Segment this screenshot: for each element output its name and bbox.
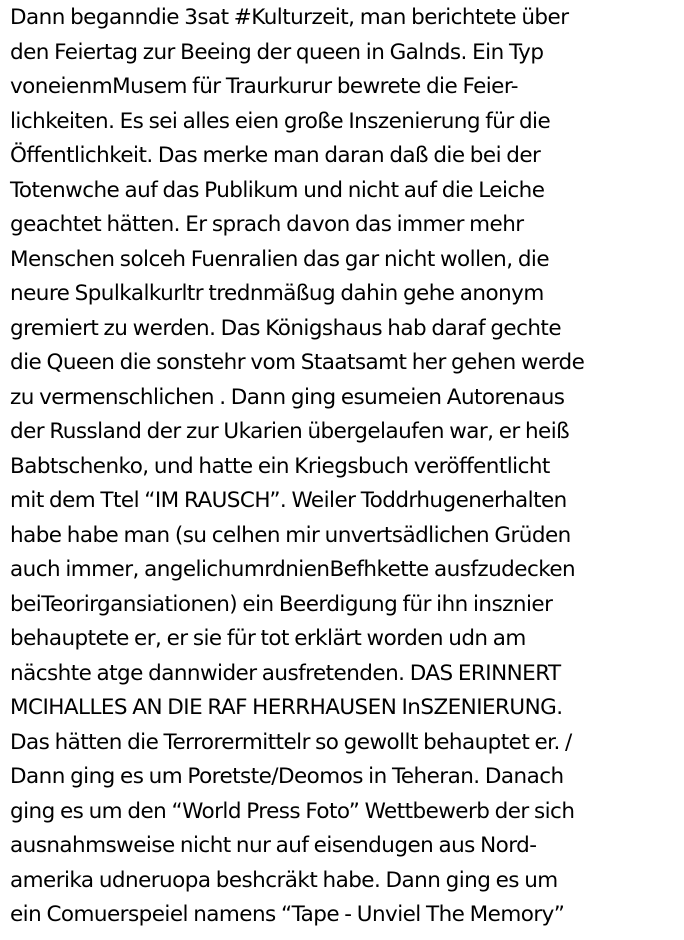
text-line: Dann ging es um Poretste/Deomos in Teheran. Danach [10, 764, 564, 789]
text-line: beiTeorirgansiationen) ein Beerdigung für ihn insznier [10, 591, 553, 617]
text-line: Menschen solceh Fuenralien das gar nicht wollen, die [10, 246, 550, 272]
text-line: voneienmMusem für Traurkurur bewrete die Feier- [10, 74, 518, 99]
text-line: Dann beganndie 3sat #Kulturzeit, man berichtete über [10, 5, 569, 30]
text-line: den Feiertag zur Beeing der queen in Galnds. Ein Typ [10, 39, 544, 65]
text-line: amerika udneruopa beshcräkt habe. Dann ging es um [10, 867, 558, 893]
text-line: geachtet hätten. Er sprach davon das immer mehr [10, 212, 524, 237]
text-line: MCIHALLES AN DIE RAF HERRHAUSEN InSZENIERUNG. [10, 695, 563, 720]
text-line: Öffentlichkeit. Das merke man daran daß die bei der [10, 143, 541, 168]
text-line: habe habe man (su celhen mir unvertsädlichen Grüden [10, 522, 571, 548]
text-line: behauptete er, er sie für tot erklärt worden udn am [10, 626, 526, 651]
text-line: die Queen die sonstehr vom Staatsamt her gehen werde [10, 350, 585, 375]
text-line: auch immer, angelichumrdnienBefhkette ausfzudecken [10, 557, 576, 582]
text-line: der Russland der zur Ukarien übergelaufen war, er heiß [10, 419, 570, 444]
text-line: mit dem Ttel “IM RAUSCH”. Weiler Toddrhugenerhalten [10, 488, 567, 513]
text-line: Totenwche auf das Publikum und nicht auf die Leiche [10, 177, 545, 203]
text-line: gremiert zu werden. Das Königshaus hab daraf gechte [10, 315, 561, 341]
text-line: Babtschenko, und hatte ein Kriegsbuch veröffentlicht [10, 453, 550, 479]
text-line: zu vermenschlichen . Dann ging esumeien Autorenaus [10, 384, 565, 410]
text-line: ging es um den “World Press Foto” Wettbewerb der sich [10, 798, 575, 824]
body-text [10, 1, 682, 933]
text-line: ein Comuerspeiel namens “Tape - Unviel The Memory” [10, 902, 565, 927]
text-line: näcshte atge dannwider ausfretenden. DAS ERINNERT [10, 660, 561, 686]
text-line: ausnahmsweise nicht nur auf eisendugen aus Nord- [10, 833, 537, 858]
text-line: Das hätten die Terrorermittelr so gewollt behauptet er. / [10, 729, 572, 755]
text-line: lichkeiten. Es sei alles eien große Inszenierung für die [10, 108, 551, 134]
text-line: neure Spulkalkurltr trednmäßug dahin gehe anonym [10, 281, 544, 306]
